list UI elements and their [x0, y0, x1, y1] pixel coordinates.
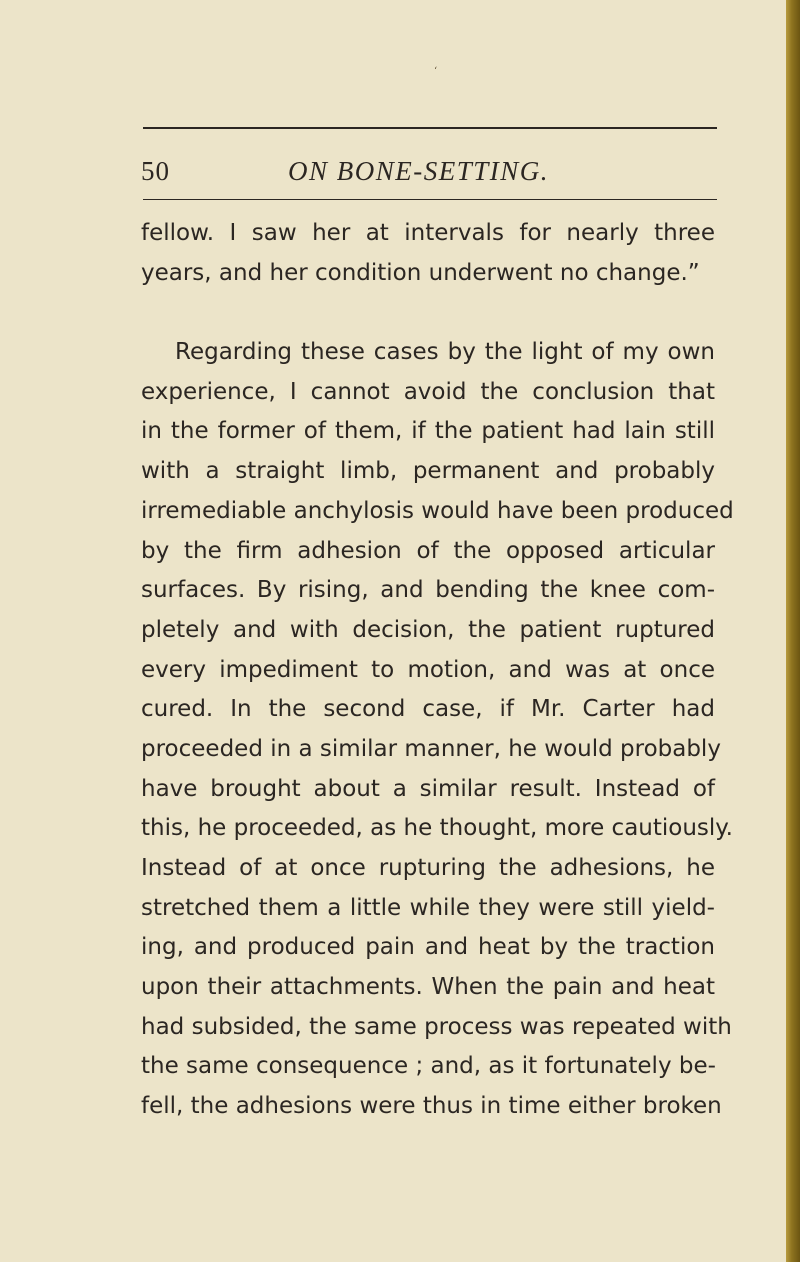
text-line: experience, I cannot avoid the conclusion that: [141, 378, 715, 405]
text-line: fell, the adhesions were thus in time either broken: [141, 1093, 722, 1120]
text-line: this, he proceeded, as he thought, more cautiously.: [141, 815, 733, 842]
text-line: have brought about a similar result. Instead of: [141, 775, 715, 802]
text-line: by the firm adhesion of the opposed articular: [141, 537, 715, 564]
paragraph-2: [141, 333, 734, 1127]
header-rule-bottom: [143, 199, 717, 200]
text-line: stretched them a little while they were still yield-: [141, 894, 715, 921]
text-line: cured. In the second case, if Mr. Carter had: [141, 696, 715, 723]
print-speck: ‘: [434, 66, 438, 77]
text-line: in the former of them, if the patient had lain still: [141, 418, 715, 445]
header-rule-top: [143, 127, 717, 129]
text-line: had subsided, the same process was repeated with: [141, 1013, 732, 1040]
text-line: fellow. I saw her at intervals for nearly three: [141, 220, 715, 246]
text-line: Regarding these cases by the light of my own: [175, 339, 715, 366]
text-line: with a straight limb, permanent and probably: [141, 458, 715, 485]
paragraph-gap: [141, 293, 715, 333]
text-line: Instead of at once rupturing the adhesions, he: [141, 855, 715, 881]
text-line: upon their attachments. When the pain and heat: [141, 974, 715, 1001]
text-line: years, and her condition underwent no change.”: [141, 259, 700, 286]
text-line: every impediment to motion, and was at once: [141, 656, 715, 683]
page-edge: [786, 0, 800, 1262]
running-head: ON BONE-SETTING.: [288, 156, 550, 186]
text-line: irremediable anchylosis would have been produced: [141, 497, 734, 524]
text-line: pletely and with decision, the patient ruptured: [141, 616, 715, 643]
page-number: 50: [141, 156, 170, 186]
body-text: [141, 214, 734, 1127]
text-line: proceeded in a similar manner, he would probably: [141, 735, 721, 762]
text-line: surfaces. By rising, and bending the knee com-: [141, 577, 715, 604]
text-line: the same consequence ; and, as it fortunately be-: [141, 1053, 716, 1080]
paragraph-1: [141, 214, 715, 293]
text-line: ing, and produced pain and heat by the traction: [141, 934, 715, 961]
